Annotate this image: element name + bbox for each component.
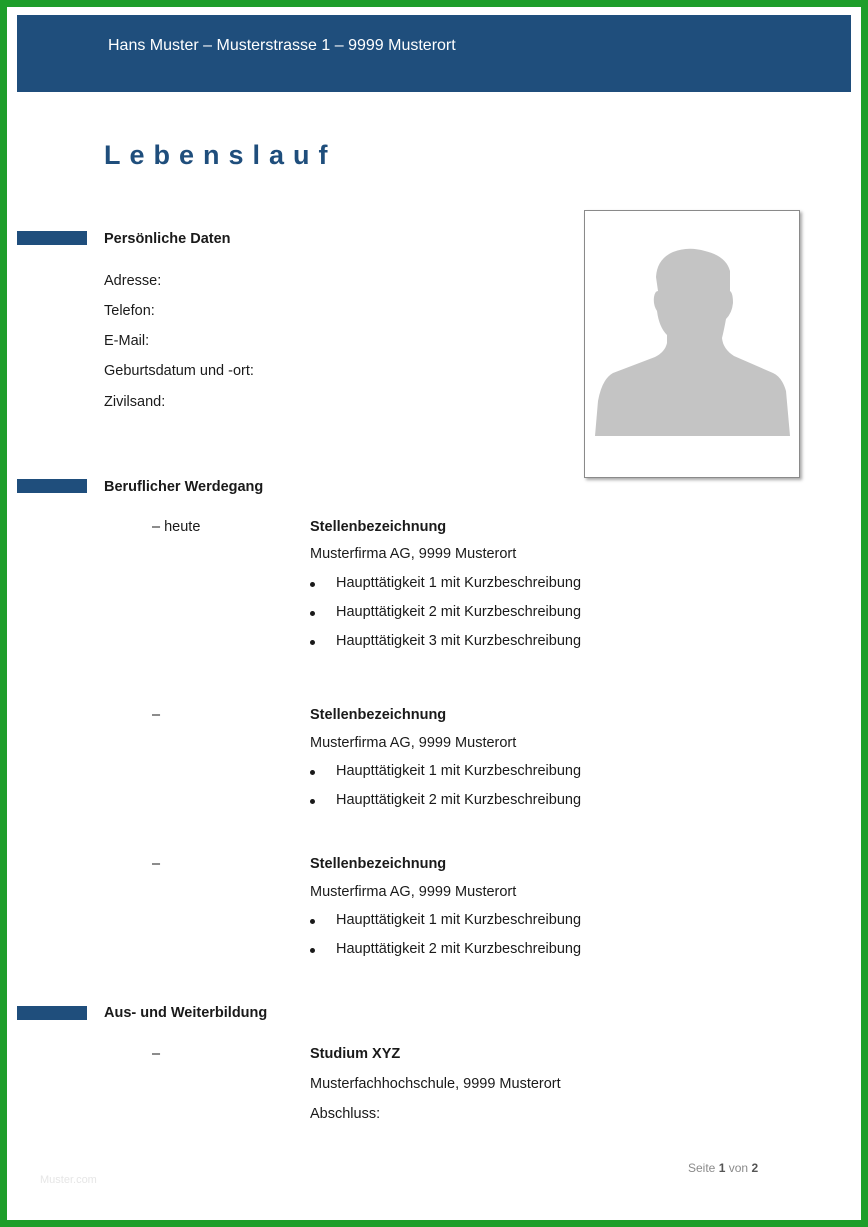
page-title: Lebenslauf [104,140,337,170]
page-number-middle: von [728,1161,749,1175]
bullet-dot [310,611,315,616]
education-entry-title: Studium XYZ [310,1046,401,1062]
section-title-career: Beruflicher Werdegang [104,479,264,495]
education-entry-date: – [152,1046,161,1062]
section-marker-personal [17,231,87,245]
section-marker-career [17,479,87,493]
personal-field-birth: Geburtsdatum und -ort: [104,363,254,379]
career-task-text: Haupttätigkeit 2 mit Kurzbeschreibung [336,792,582,808]
career-entry-title: Stellenbezeichnung [310,519,447,535]
page-number-current: 1 [718,1161,726,1175]
section-title-education: Aus- und Weiterbildung [104,1005,268,1021]
personal-field-address: Adresse: [104,273,162,289]
career-task-text: Haupttätigkeit 2 mit Kurzbeschreibung [336,604,582,620]
education-entry-result: Abschluss: [310,1106,381,1122]
page-number [688,1161,758,1175]
career-task-text: Haupttätigkeit 1 mit Kurzbeschreibung [336,575,582,591]
person-silhouette-icon [585,211,799,477]
career-entry-date: – [152,707,161,723]
career-task-text: Haupttätigkeit 1 mit Kurzbeschreibung [336,763,582,779]
header-contact-line: Hans Muster – Musterstrasse 1 – 9999 Musterort [108,37,456,54]
career-entry-date: – heute [152,519,201,535]
career-entry-title: Stellenbezeichnung [310,707,447,723]
personal-field-email: E-Mail: [104,333,150,349]
career-task-text: Haupttätigkeit 3 mit Kurzbeschreibung [336,633,582,649]
bullet-dot [310,948,315,953]
bullet-dot [310,582,315,587]
education-entry-school: Musterfachhochschule, 9999 Musterort [310,1076,561,1092]
career-entry-title: Stellenbezeichnung [310,856,447,872]
personal-field-civil-status: Zivilsand: [104,394,166,410]
career-entry-company: Musterfirma AG, 9999 Musterort [310,735,517,751]
watermark: Muster.com [40,1174,97,1186]
personal-field-phone: Telefon: [104,303,155,319]
page-number-prefix: Seite [688,1161,716,1175]
bullet-dot [310,770,315,775]
career-entry-company: Musterfirma AG, 9999 Musterort [310,546,517,562]
bullet-dot [310,640,315,645]
career-entry-date: – [152,856,161,872]
career-task-text: Haupttätigkeit 2 mit Kurzbeschreibung [336,941,582,957]
section-marker-education [17,1006,87,1020]
career-entry-company: Musterfirma AG, 9999 Musterort [310,884,517,900]
bullet-dot [310,919,315,924]
bullet-dot [310,799,315,804]
career-task-text: Haupttätigkeit 1 mit Kurzbeschreibung [336,912,582,928]
photo-placeholder[interactable] [584,210,800,478]
page-number-total: 2 [751,1161,759,1175]
section-title-personal: Persönliche Daten [104,231,231,247]
